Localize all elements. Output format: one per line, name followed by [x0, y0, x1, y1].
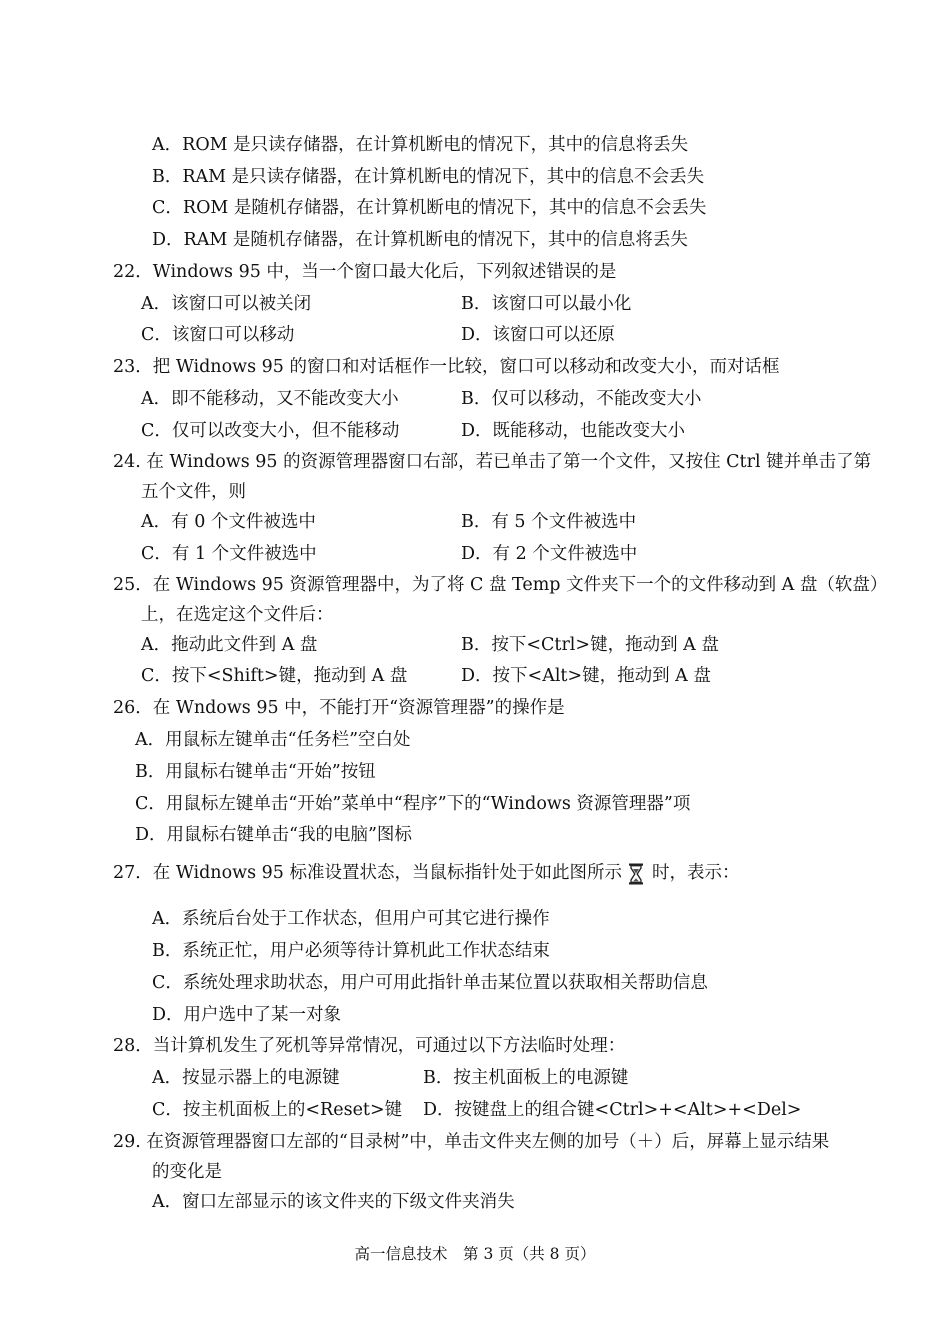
- q22-option-a: A．该窗口可以被关闭: [141, 294, 312, 314]
- q23-option-d: D．既能移动，也能改变大小: [461, 421, 686, 441]
- q28-stem: 28．当计算机发生了死机等异常情况，可通过以下方法临时处理：: [113, 1036, 626, 1056]
- q22-option-c: C．该窗口可以移动: [141, 325, 295, 345]
- q23-option-b: B．仅可以移动，不能改变大小: [461, 389, 702, 409]
- q25-option-d: D．按下<Alt>键，拖动到 A 盘: [461, 666, 711, 686]
- q27-stem-second: 时，表示：: [651, 863, 740, 883]
- q24-option-b: B．有 5 个文件被选中: [461, 512, 637, 532]
- q29-option-a: A．窗口左部显示的该文件夹的下级文件夹消失: [152, 1192, 515, 1212]
- q28-option-c: C．按主机面板上的<Reset>键: [152, 1100, 403, 1120]
- q21-option-b: B．RAM 是只读存储器，在计算机断电的情况下，其中的信息不会丢失: [152, 167, 705, 187]
- q26-stem: 26．在 Wndows 95 中，不能打开“资源管理器”的操作是: [113, 698, 565, 718]
- q25-option-c: C．按下<Shift>键，拖动到 A 盘: [141, 666, 408, 686]
- q26-option-b: B．用鼠标右键单击“开始”按钮: [135, 762, 376, 782]
- q27-stem-first: 27．在 Widnows 95 标准设置状态，当鼠标指针处于如此图所示: [113, 863, 622, 883]
- q22-option-d: D．该窗口可以还原: [461, 325, 616, 345]
- q28-option-a: A．按显示器上的电源键: [152, 1068, 340, 1088]
- hourglass-icon: [628, 863, 644, 885]
- q23-stem: 23．把 Widnows 95 的窗口和对话框作一比较，窗口可以移动和改变大小，而对话框: [113, 357, 780, 377]
- q27-option-c: C．系统处理求助状态，用户可用此指针单击某位置以获取相关帮助信息: [152, 973, 708, 993]
- q28-option-b: B．按主机面板上的电源键: [423, 1068, 629, 1088]
- q24-option-a: A．有 0 个文件被选中: [141, 512, 316, 532]
- q21-option-d: D．RAM 是随机存储器，在计算机断电的情况下，其中的信息将丢失: [152, 230, 688, 250]
- q26-option-a: A．用鼠标左键单击“任务栏”空白处: [135, 730, 411, 750]
- q28-option-d: D．按键盘上的组合键<Ctrl>+<Alt>+<Del>: [423, 1100, 802, 1120]
- q26-option-c: C．用鼠标左键单击“开始”菜单中“程序”下的“Windows 资源管理器”项: [135, 794, 691, 814]
- q24-stem: 24. 在 Windows 95 的资源管理器窗口右部，若已单击了第一个文件，又按住 Ctrl 键并单击了第: [113, 452, 872, 472]
- q29-stem: 29. 在资源管理器窗口左部的“目录树”中，单击文件夹左侧的加号（＋）后，屏幕上显示结果: [113, 1132, 830, 1152]
- q22-stem: 22．Windows 95 中，当一个窗口最大化后，下列叙述错误的是: [113, 262, 617, 282]
- q27-stem: [113, 862, 739, 885]
- q27-option-a: A．系统后台处于工作状态，但用户可其它进行操作: [152, 909, 550, 929]
- q23-option-a: A．即不能移动，又不能改变大小: [141, 389, 399, 409]
- q25-option-a: A．拖动此文件到 A 盘: [141, 635, 318, 655]
- q27-option-b: B．系统正忙，用户必须等待计算机此工作状态结束: [152, 941, 550, 961]
- q25-option-b: B．按下<Ctrl>键，拖动到 A 盘: [461, 635, 719, 655]
- q21-option-c: C．ROM 是随机存储器，在计算机断电的情况下，其中的信息不会丢失: [152, 198, 707, 218]
- q21-option-a: A．ROM 是只读存储器，在计算机断电的情况下，其中的信息将丢失: [152, 135, 689, 155]
- q25-stem-continued: 上，在选定这个文件后：: [141, 605, 334, 625]
- q27-option-d: D．用户选中了某一对象: [152, 1005, 342, 1025]
- q22-option-b: B．该窗口可以最小化: [461, 294, 632, 314]
- q24-stem-continued: 五个文件，则: [141, 482, 246, 502]
- q23-option-c: C．仅可以改变大小，但不能移动: [141, 421, 400, 441]
- q26-option-d: D．用鼠标右键单击“我的电脑”图标: [135, 825, 412, 845]
- q24-option-c: C．有 1 个文件被选中: [141, 544, 317, 564]
- q24-option-d: D．有 2 个文件被选中: [461, 544, 638, 564]
- page-footer: 高一信息技术 第 3 页（共 8 页）: [354, 1245, 596, 1263]
- q25-stem: 25．在 Windows 95 资源管理器中，为了将 C 盘 Temp 文件夹下一个的文件移动到 A 盘（软盘）: [113, 575, 888, 595]
- q29-stem-continued: 的变化是: [152, 1162, 222, 1182]
